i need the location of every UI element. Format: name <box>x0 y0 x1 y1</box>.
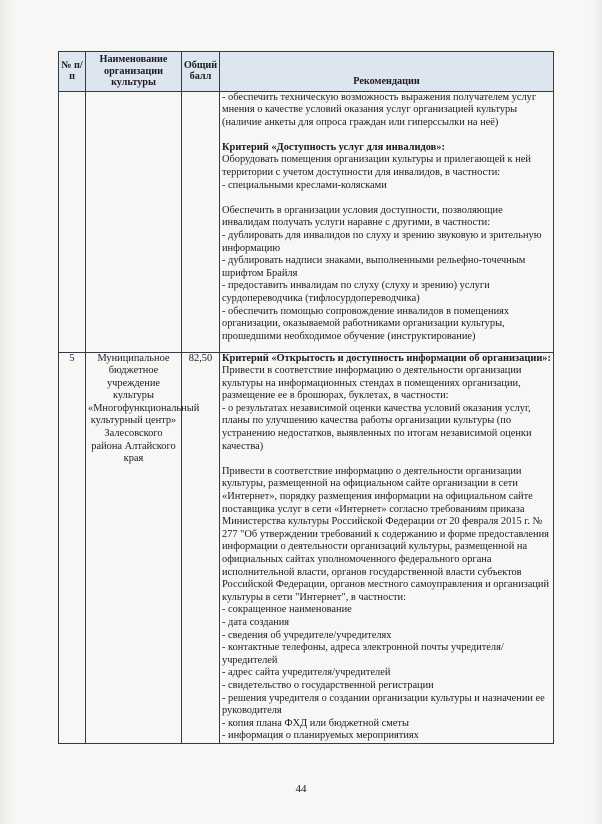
rec-line: Обеспечить в организации условия доступности, позволяющие инвалидам получать услуги наравне с другими, в частности: <box>222 204 503 229</box>
header-recommendations: Рекомендации <box>220 52 554 92</box>
row-score <box>182 91 220 352</box>
rec-line: Привести в соответствие информацию о деятельности организации культуры на информационных стендах в помещениях организации, размещение ее в брошюрах, буклетах, в частности: <box>222 365 522 402</box>
row-num: 5 <box>59 352 86 743</box>
rec-line: - информация о планируемых мероприятиях <box>222 730 419 742</box>
rec-line: - контактные телефоны, адреса электронной почты учредителя/учредителей <box>222 642 504 666</box>
rec-line: Привести в соответствие информацию о деятельности организации культуры, размещенной на официальном сайте организации в сети «Интернет», порядку размещения информации на официальном сайте поставщика услуг в сети «Интернет» согласно требованиям приказа Министерства культуры Российской Федерации от 20 февраля 2015 г. № 277 "Об утверждении требований к содержанию и форме предоставления информации о деятельности организаций культуры, размещенной на официальных сайтах уполномоченного федерального органа исполнительной власти, органов государственной власти субъектов Российской Федерации, органов местного самоуправления и организаций культуры в сети "Интернет", в частности: <box>222 465 550 603</box>
blank-line <box>222 192 551 205</box>
rec-line: Оборудовать помещения организации культуры и прилегающей к ней территории с учетом доступности для инвалидов, в частности: <box>222 154 531 179</box>
blank-line <box>222 453 551 466</box>
rec-line: - адрес сайта учредителя/учредителей <box>222 667 391 679</box>
rec-line: - о результатах независимой оценки качества условий оказания услуг, планы по улучшению качества работы организации культуры (по устранению недостатков, выявленных по итогам независимой оценки качества) <box>222 402 532 452</box>
rec-line: - дублировать надписи знаками, выполненными рельефно-точечным шрифтом Брайля <box>222 255 526 279</box>
header-name: Наименование организации культуры <box>86 52 182 92</box>
rec-line: - копия плана ФХД или бюджетной сметы <box>222 717 409 729</box>
page-number: 44 <box>295 783 307 795</box>
row-recommendations <box>220 91 554 352</box>
recommendations-table <box>58 51 554 744</box>
rec-line: - обеспечить помощью сопровождение инвалидов в помещениях организации, оказываемой работниками организации культуры, прошедшими необходимое обучение (инструктирование) <box>222 305 510 342</box>
rec-line: - дата создания <box>222 616 290 628</box>
row-org-name: Муниципальное бюджетное учреждение культуры «Многофункциональный культурный центр» Залесовского района Алтайского края <box>86 352 182 743</box>
rec-line: - сведения об учредителе/учредителях <box>222 629 392 641</box>
header-num: № п/п <box>59 52 86 92</box>
row-org-name <box>86 91 182 352</box>
rec-line: - свидетельство о государственной регистрации <box>222 679 434 691</box>
row-score: 82,50 <box>182 352 220 743</box>
row-recommendations <box>220 352 554 743</box>
row-num <box>59 91 86 352</box>
criterion-heading: Критерий «Открытость и доступность информации об организации»: <box>222 352 551 364</box>
rec-line: - предоставить инвалидам по слуху (слуху и зрению) услуги сурдопереводчика (тифлосурдопереводчика) <box>222 280 490 304</box>
blank-line <box>222 129 551 142</box>
table-header-row <box>59 52 554 92</box>
header-score: Общий балл <box>182 52 220 92</box>
rec-line: - решения учредителя о создании организации культуры и назначении ее руководителя <box>222 692 545 717</box>
rec-line: - специальными креслами-колясками <box>222 179 387 191</box>
table-row <box>59 352 554 743</box>
rec-line: - сокращенное наименование <box>222 604 352 616</box>
rec-line: - дублировать для инвалидов по слуху и зрению звуковую и зрительную информацию <box>222 230 542 254</box>
rec-line: - обеспечить техническую возможность выражения получателем услуг мнения о качестве условий оказания услуг организацией культуры (наличие анкеты для опроса граждан или гиперссылки на неё) <box>222 91 537 128</box>
criterion-heading: Критерий «Доступность услуг для инвалидов»: <box>222 141 445 153</box>
table-row <box>59 91 554 352</box>
